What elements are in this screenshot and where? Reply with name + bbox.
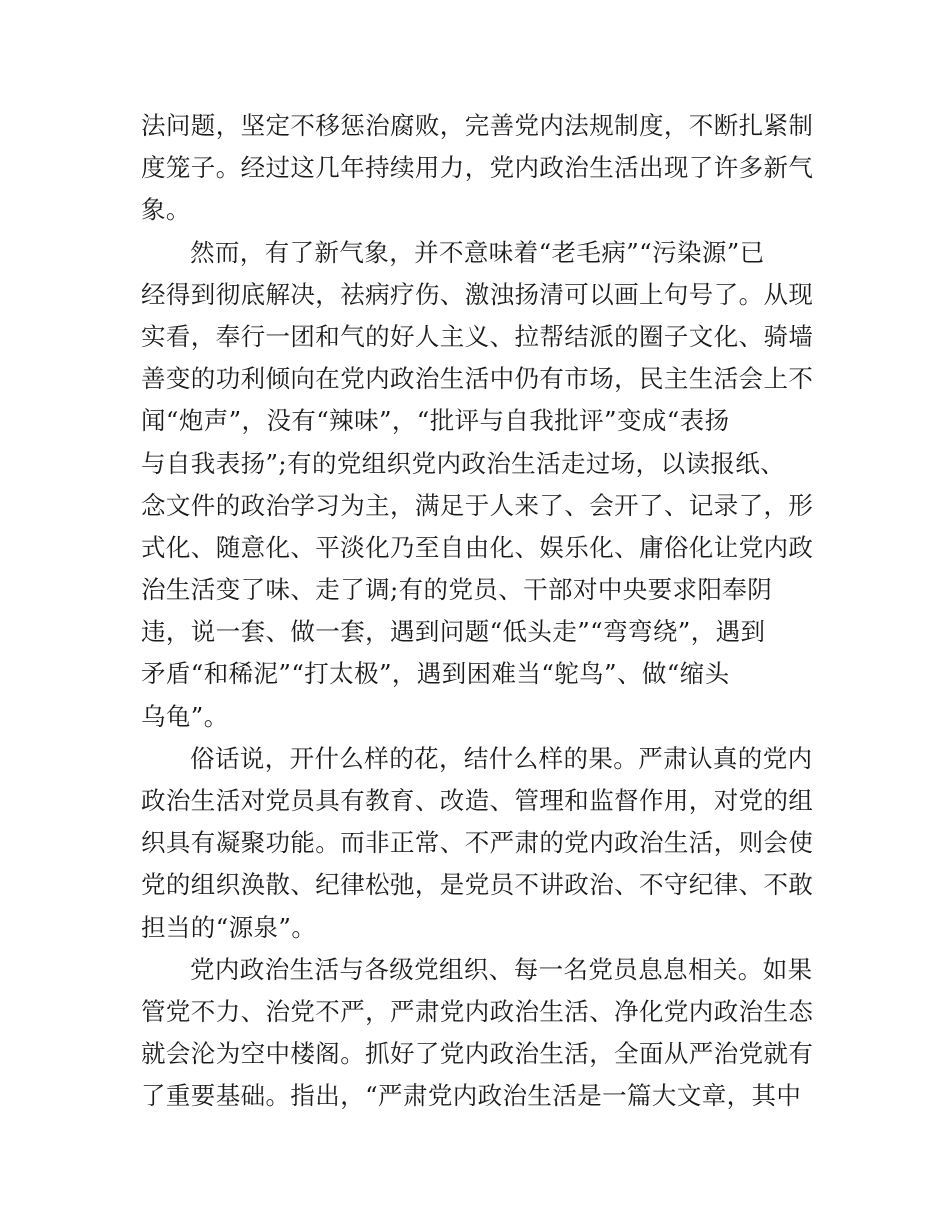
body-text <box>141 105 821 1118</box>
text-line: 闻“炮声”，没有“辣味”，“批评与自我批评”变成“表扬 <box>141 406 730 436</box>
text-line: 治生活变了味、走了调;有的党员、干部对中央要求阳奉阴 <box>141 575 773 605</box>
text-line: 实看，奉行一团和气的好人主义、拉帮结派的圈子文化、骑墙 <box>141 321 814 351</box>
text-line: 与自我表扬”;有的党组织党内政治生活走过场，以读报纸、 <box>141 448 786 478</box>
text-line: 了重要基础。指出，“严肃党内政治生活是一篇大文章，其中 <box>141 1081 802 1111</box>
text-line: 乌龟”。 <box>141 701 229 731</box>
text-line: 式化、随意化、平淡化乃至自由化、娱乐化、庸俗化让党内政 <box>141 532 814 562</box>
text-line: 管党不力、治党不严，严肃党内政治生活、净化党内政治生态 <box>141 996 814 1026</box>
paragraph-first-line: 然而，有了新气象，并不意味着“老毛病”“污染源”已 <box>190 237 765 267</box>
text-line: 织具有凝聚功能。而非正常、不严肃的党内政治生活，则会使 <box>141 828 814 858</box>
text-line: 象。 <box>141 195 191 225</box>
text-line: 就会沦为空中楼阁。抓好了党内政治生活，全面从严治党就有 <box>141 1039 814 1069</box>
text-line: 违，说一套、做一套，遇到问题“低头走”“弯弯绕”，遇到 <box>141 617 766 647</box>
text-line: 善变的功利倾向在党内政治生活中仍有市场，民主生活会上不 <box>141 364 814 394</box>
paragraph-first-line: 俗话说，开什么样的花，结什么样的果。严肃认真的党内 <box>190 743 813 773</box>
paragraph-first-line: 党内政治生活与各级党组织、每一名党员息息相关。如果 <box>190 954 813 984</box>
text-line: 法问题，坚定不移惩治腐败，完善党内法规制度，不断扎紧制 <box>141 111 814 140</box>
text-line: 经得到彻底解决，祛病疗伤、激浊扬清可以画上句号了。从现 <box>141 279 814 309</box>
text-line: 担当的“源泉”。 <box>141 912 317 942</box>
text-line: 度笼子。经过这几年持续用力，党内政治生活出现了许多新气 <box>141 153 814 183</box>
text-line: 党的组织涣散、纪律松弛，是党员不讲政治、不守纪律、不敢 <box>141 870 814 900</box>
text-line: 矛盾“和稀泥”“打太极”，遇到困难当“鸵鸟”、做“缩头 <box>141 659 730 689</box>
text-line: 念文件的政治学习为主，满足于人来了、会开了、记录了，形 <box>141 490 814 520</box>
text-line: 政治生活对党员具有教育、改造、管理和监督作用，对党的组 <box>141 786 814 815</box>
